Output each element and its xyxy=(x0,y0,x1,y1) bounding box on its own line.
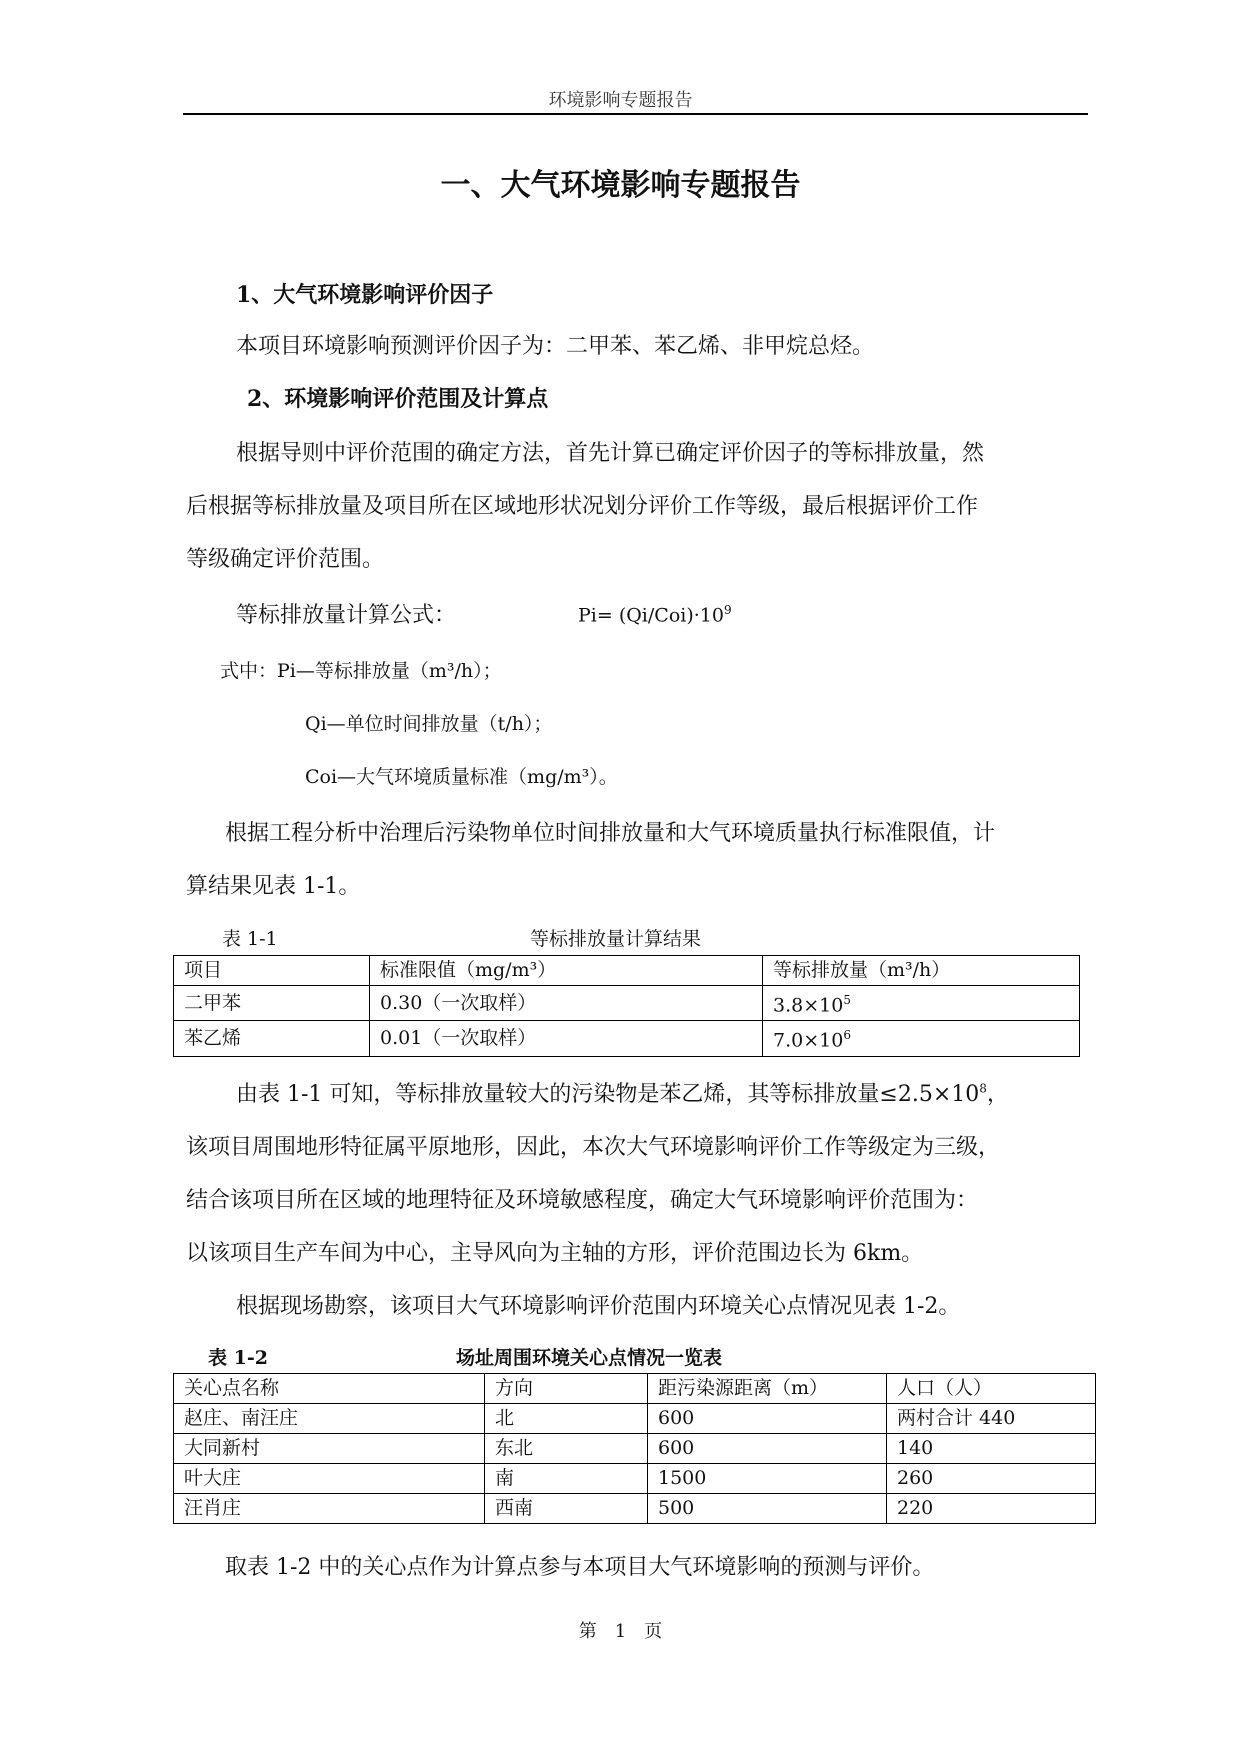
table-cell xyxy=(763,1021,1080,1056)
para3-exponent: 8 xyxy=(979,1081,987,1096)
para1-line2: 后根据等标排放量及项目所在区域地形状况划分评价工作等级，最后根据评价工作 xyxy=(186,494,979,519)
table-row xyxy=(174,1021,1080,1056)
where-coi: Coi—大气环境质量标准（mg/m³）。 xyxy=(305,766,618,788)
value-exponent: 5 xyxy=(843,993,851,1007)
table-cell: 500 xyxy=(648,1494,887,1524)
table-header-cell: 关心点名称 xyxy=(174,1374,485,1404)
table-cell: 0.30（一次取样） xyxy=(370,986,763,1021)
formula-exponent: 9 xyxy=(723,603,732,617)
para2-line1: 根据工程分析中治理后污染物单位时间排放量和大气环境质量执行标准限值，计 xyxy=(225,821,996,846)
table-cell: 260 xyxy=(887,1464,1096,1494)
table-row xyxy=(174,1494,1096,1524)
table-cell: 苯乙烯 xyxy=(174,1021,370,1056)
para3-line3: 结合该项目所在区域的地理特征及环境敏感程度，确定大气环境影响评价范围为： xyxy=(186,1188,979,1213)
table2 xyxy=(173,1373,1096,1524)
value-text: 3.8×10 xyxy=(773,994,844,1017)
table-row xyxy=(174,1464,1096,1494)
table-cell: 220 xyxy=(887,1494,1096,1524)
table-cell: 140 xyxy=(887,1434,1096,1464)
table-cell: 北 xyxy=(485,1404,648,1434)
para2-line2: 算结果见表 1-1。 xyxy=(186,874,361,899)
table-row xyxy=(174,1434,1096,1464)
table-header-cell: 人口（人） xyxy=(887,1374,1096,1404)
table2-label: 表 1-2 xyxy=(208,1347,268,1369)
para1-line3: 等级确定评价范围。 xyxy=(186,547,385,572)
para3-line2: 该项目周围地形特征属平原地形，因此，本次大气环境影响评价工作等级定为三级， xyxy=(186,1135,1001,1160)
table1-caption: 等标排放量计算结果 xyxy=(530,928,702,950)
table-cell: 600 xyxy=(648,1404,887,1434)
table-cell: 西南 xyxy=(485,1494,648,1524)
table-cell xyxy=(763,986,1080,1021)
table-cell: 二甲苯 xyxy=(174,986,370,1021)
table1 xyxy=(173,955,1080,1057)
header-rule xyxy=(183,113,1088,115)
where-qi: Qi—单位时间排放量（t/h）； xyxy=(305,713,553,735)
table1-label: 表 1-1 xyxy=(222,928,278,950)
section1-heading: 1、大气环境影响评价因子 xyxy=(236,282,494,308)
value-exponent: 6 xyxy=(843,1028,851,1043)
table-header-row xyxy=(174,1374,1096,1404)
where-pi: 式中：Pi—等标排放量（m³/h）； xyxy=(220,660,502,682)
para1-line1: 根据导则中评价范围的确定方法，首先计算已确定评价因子的等标排放量，然 xyxy=(236,441,985,466)
para4: 根据现场勘察，该项目大气环境影响评价范围内环境关心点情况见表 1-2。 xyxy=(236,1294,961,1319)
para3-line1-text: 由表 1-1 可知，等标排放量较大的污染物是苯乙烯，其等标排放量≤2.5×10 xyxy=(236,1082,980,1107)
table-cell: 600 xyxy=(648,1434,887,1464)
table-header-cell: 等标排放量（m³/h） xyxy=(763,956,1080,986)
table-cell: 1500 xyxy=(648,1464,887,1494)
para3-line1 xyxy=(236,1077,1009,1108)
table-cell: 南 xyxy=(485,1464,648,1494)
page-header: 环境影响专题报告 xyxy=(548,90,693,111)
formula-label: 等标排放量计算公式： xyxy=(236,603,457,628)
section2-heading: 2、环境影响评价范围及计算点 xyxy=(247,386,549,412)
table-header-row xyxy=(174,956,1080,986)
section1-text: 本项目环境影响预测评价因子为：二甲苯、苯乙烯、非甲烷总烃。 xyxy=(236,334,875,359)
table-cell: 东北 xyxy=(485,1434,648,1464)
formula xyxy=(578,603,732,626)
page-title: 一、大气环境影响专题报告 xyxy=(440,168,801,203)
table-row xyxy=(174,1404,1096,1434)
table-cell: 汪肖庄 xyxy=(174,1494,485,1524)
table-cell: 两村合计 440 xyxy=(887,1404,1096,1434)
formula-text: Pi= (Qi/Coi)·10 xyxy=(578,604,724,627)
table-header-cell: 方向 xyxy=(485,1374,648,1404)
value-text: 7.0×10 xyxy=(773,1029,844,1052)
page-number: 第 1 页 xyxy=(578,1621,663,1642)
table2-caption: 场址周围环境关心点情况一览表 xyxy=(456,1347,723,1369)
table-cell: 0.01（一次取样） xyxy=(370,1021,763,1056)
table-header-cell: 项目 xyxy=(174,956,370,986)
para3-line4: 以该项目生产车间为中心，主导风向为主轴的方形，评价范围边长为 6km。 xyxy=(186,1241,924,1266)
table-row xyxy=(174,986,1080,1021)
para5: 取表 1-2 中的关心点作为计算点参与本项目大气环境影响的预测与评价。 xyxy=(225,1555,935,1580)
table-cell: 大同新村 xyxy=(174,1434,485,1464)
table-cell: 叶大庄 xyxy=(174,1464,485,1494)
table-header-cell: 距污染源距离（m） xyxy=(648,1374,887,1404)
table-header-cell: 标准限值（mg/m³） xyxy=(370,956,763,986)
table-cell: 赵庄、南汪庄 xyxy=(174,1404,485,1434)
para3-line1-end: ， xyxy=(986,1082,1009,1107)
